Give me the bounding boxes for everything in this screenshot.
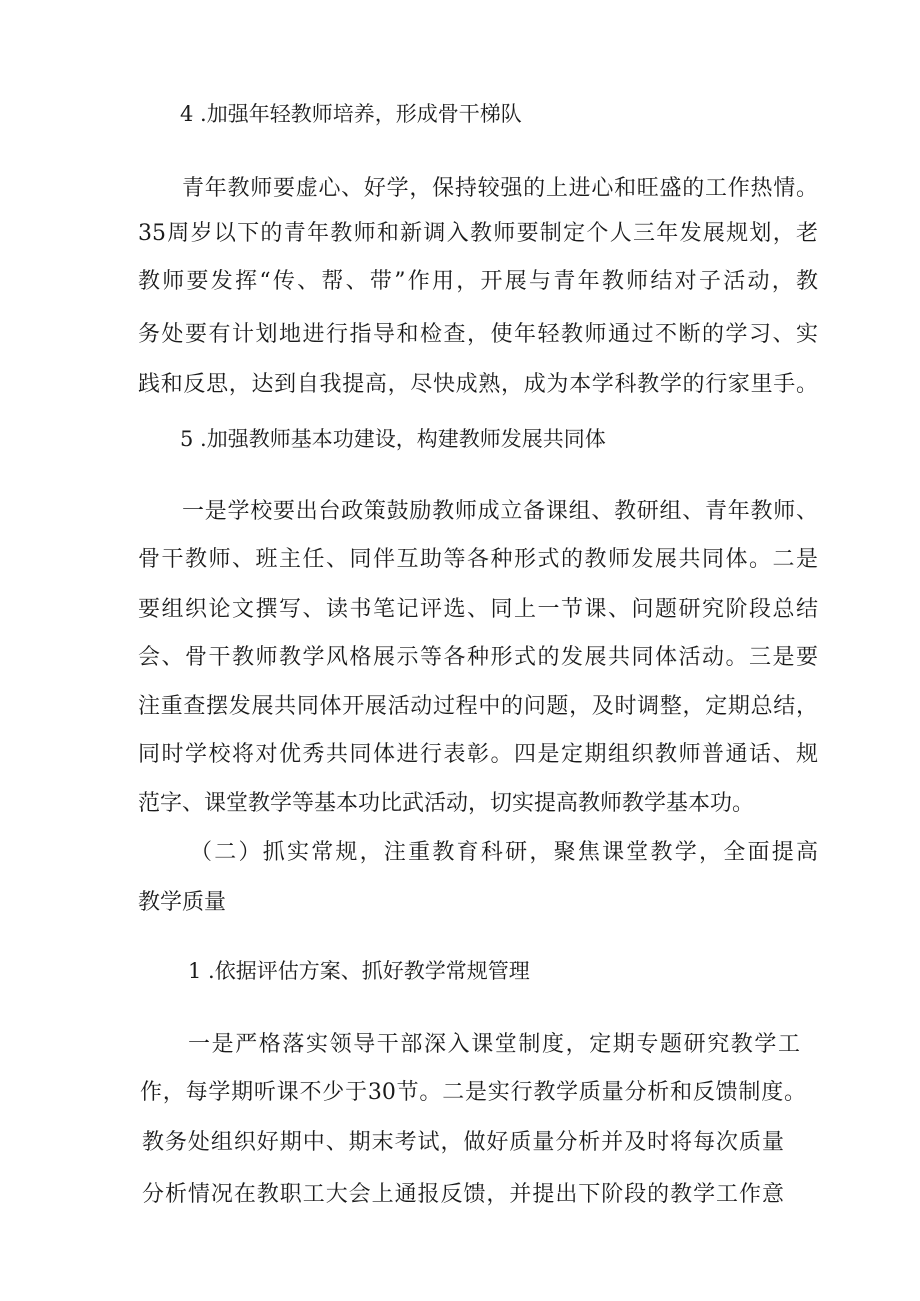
heading-4: 4 .加强年轻教师培养，形成骨干梯队 — [180, 102, 522, 126]
para1-line-5: 践和反思，达到自我提高，尽快成熟，成为本学科教学的行家里手。 — [138, 372, 818, 397]
heading-5: 5 .加强教师基本功建设，构建教师发展共同体 — [180, 427, 606, 451]
para3-line-3: 教务处组织好期中、期末考试，做好质量分析并及时将每次质量 — [142, 1130, 784, 1155]
para2-line-7: 范字、课堂教学等基本功比武活动，切实提高教师教学基本功。 — [138, 791, 755, 816]
para3-line-4: 分析情况在教职工大会上通报反馈，并提出下阶段的教学工作意 — [142, 1182, 784, 1207]
section-2-heading-line-1: （二）抓实常规，注重教育科研，聚焦课堂教学，全面提高 — [190, 840, 818, 865]
para1-line-3: 教师要发挥“传、帮、带”作用，开展与青年教师结对子活动，教 — [138, 269, 818, 294]
para2-line-2: 骨干教师、班主任、同伴互助等各种形式的教师发展共同体。二是 — [138, 547, 818, 572]
para1-line-4: 务处要有计划地进行指导和检查，使年轻教师通过不断的学习、实 — [138, 322, 818, 347]
para2-line-4: 会、骨干教师教学风格展示等各种形式的发展共同体活动。三是要 — [138, 645, 818, 670]
para1-line-2: 35周岁以下的青年教师和新调入教师要制定个人三年发展规划，老 — [138, 221, 818, 246]
section-2-heading-line-2: 教学质量 — [138, 890, 227, 915]
para2-line-3: 要组织论文撰写、读书笔记评选、同上一节课、问题研究阶段总结 — [138, 597, 818, 622]
para3-line-1: 一是严格落实领导干部深入课堂制度，定期专题研究教学工 — [188, 1032, 800, 1057]
para3-line-2: 作，每学期听课不少于30节。二是实行教学质量分析和反馈制度。 — [140, 1080, 806, 1105]
para2-line-6: 同时学校将对优秀共同体进行表彰。四是定期组织教师普通话、规 — [138, 742, 818, 767]
para2-line-5: 注重查摆发展共同体开展活动过程中的问题，及时调整，定期总结， — [138, 694, 818, 719]
heading-1: 1 .依据评估方案、抓好教学常规管理 — [188, 959, 530, 983]
para2-line-1: 一是学校要出台政策鼓励教师成立备课组、教研组、青年教师、 — [182, 499, 818, 524]
para1-line-1: 青年教师要虚心、好学，保持较强的上进心和旺盛的工作热情。 — [182, 176, 818, 201]
